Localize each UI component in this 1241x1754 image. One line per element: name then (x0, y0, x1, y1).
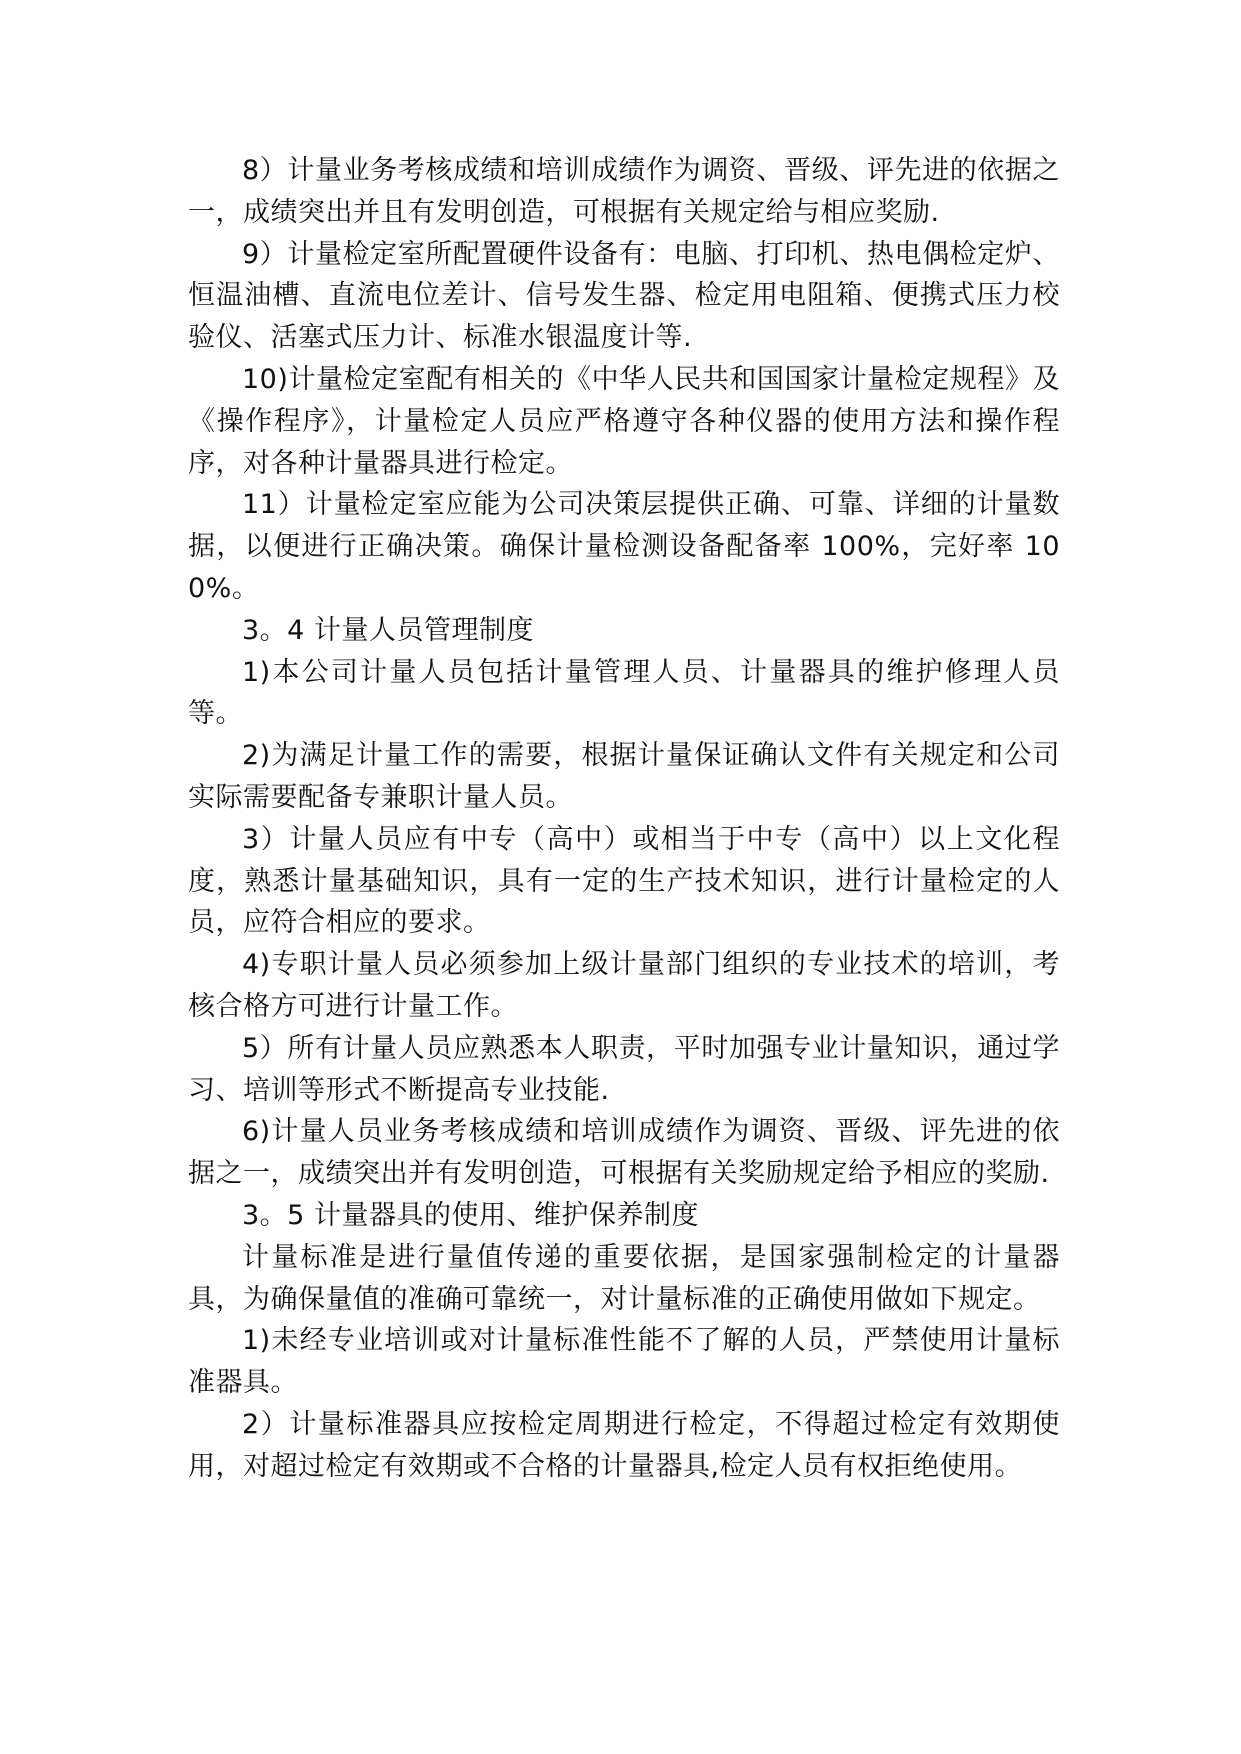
paragraph-personnel-5: 5）所有计量人员应熟悉本人职责，平时加强专业计量知识，通过学习、培训等形式不断提高专业技能. (188, 1032, 1060, 1106)
section-heading-3-5: 3。5 计量器具的使用、维护保养制度 (242, 1199, 699, 1231)
paragraph-personnel-6: 6)计量人员业务考核成绩和培训成绩作为调资、晋级、评先进的依据之一，成绩突出并有发明创造，可根据有关奖励规定给予相应的奖励. (188, 1116, 1060, 1190)
paragraph-personnel-4: 4)专职计量人员必须参加上级计量部门组织的专业技术的培训，考核合格方可进行计量工作。 (188, 949, 1060, 1022)
paragraph-personnel-1: 1)本公司计量人员包括计量管理人员、计量器具的维护修理人员等。 (188, 656, 1060, 730)
paragraph-item-10: 10)计量检定室配有相关的《中华人民共和国国家计量检定规程》及《操作程序》，计量检定人员应严格遵守各种仪器的使用方法和操作程序，对各种计量器具进行检定。 (188, 363, 1060, 479)
paragraph-personnel-3: 3）计量人员应有中专（高中）或相当于中专（高中）以上文化程度，熟悉计量基础知识，具有一定的生产技术知识，进行计量检定的人员，应符合相应的要求。 (188, 823, 1060, 939)
paragraph-usage-2: 2）计量标准器具应按检定周期进行检定，不得超过检定有效期使用，对超过检定有效期或不合格的计量器具,检定人员有权拒绝使用。 (188, 1408, 1060, 1482)
paragraph-usage-1: 1)未经专业培训或对计量标准性能不了解的人员，严禁使用计量标准器具。 (188, 1325, 1060, 1399)
paragraph-item-9: 9）计量检定室所配置硬件设备有：电脑、打印机、热电偶检定炉、恒温油槽、直流电位差计、信号发生器、检定用电阻箱、便携式压力校验仪、活塞式压力计、标准水银温度计等. (188, 238, 1060, 354)
paragraph-standards-intro: 计量标准是进行量值传递的重要依据，是国家强制检定的计量器具，为确保量值的准确可靠统一，对计量标准的正确使用做如下规定。 (188, 1241, 1060, 1315)
paragraph-item-11: 11）计量检定室应能为公司决策层提供正确、可靠、详细的计量数据，以便进行正确决策。确保计量检测设备配备率 100%，完好率 100%。 (188, 489, 1060, 604)
paragraph-personnel-2: 2)为满足计量工作的需要，根据计量保证确认文件有关规定和公司实际需要配备专兼职计量人员。 (188, 740, 1060, 813)
document-page (188, 150, 1060, 1488)
paragraph-item-8: 8）计量业务考核成绩和培训成绩作为调资、晋级、评先进的依据之一，成绩突出并且有发明创造，可根据有关规定给与相应奖励. (188, 155, 1060, 228)
section-heading-3-4: 3。4 计量人员管理制度 (242, 614, 534, 646)
